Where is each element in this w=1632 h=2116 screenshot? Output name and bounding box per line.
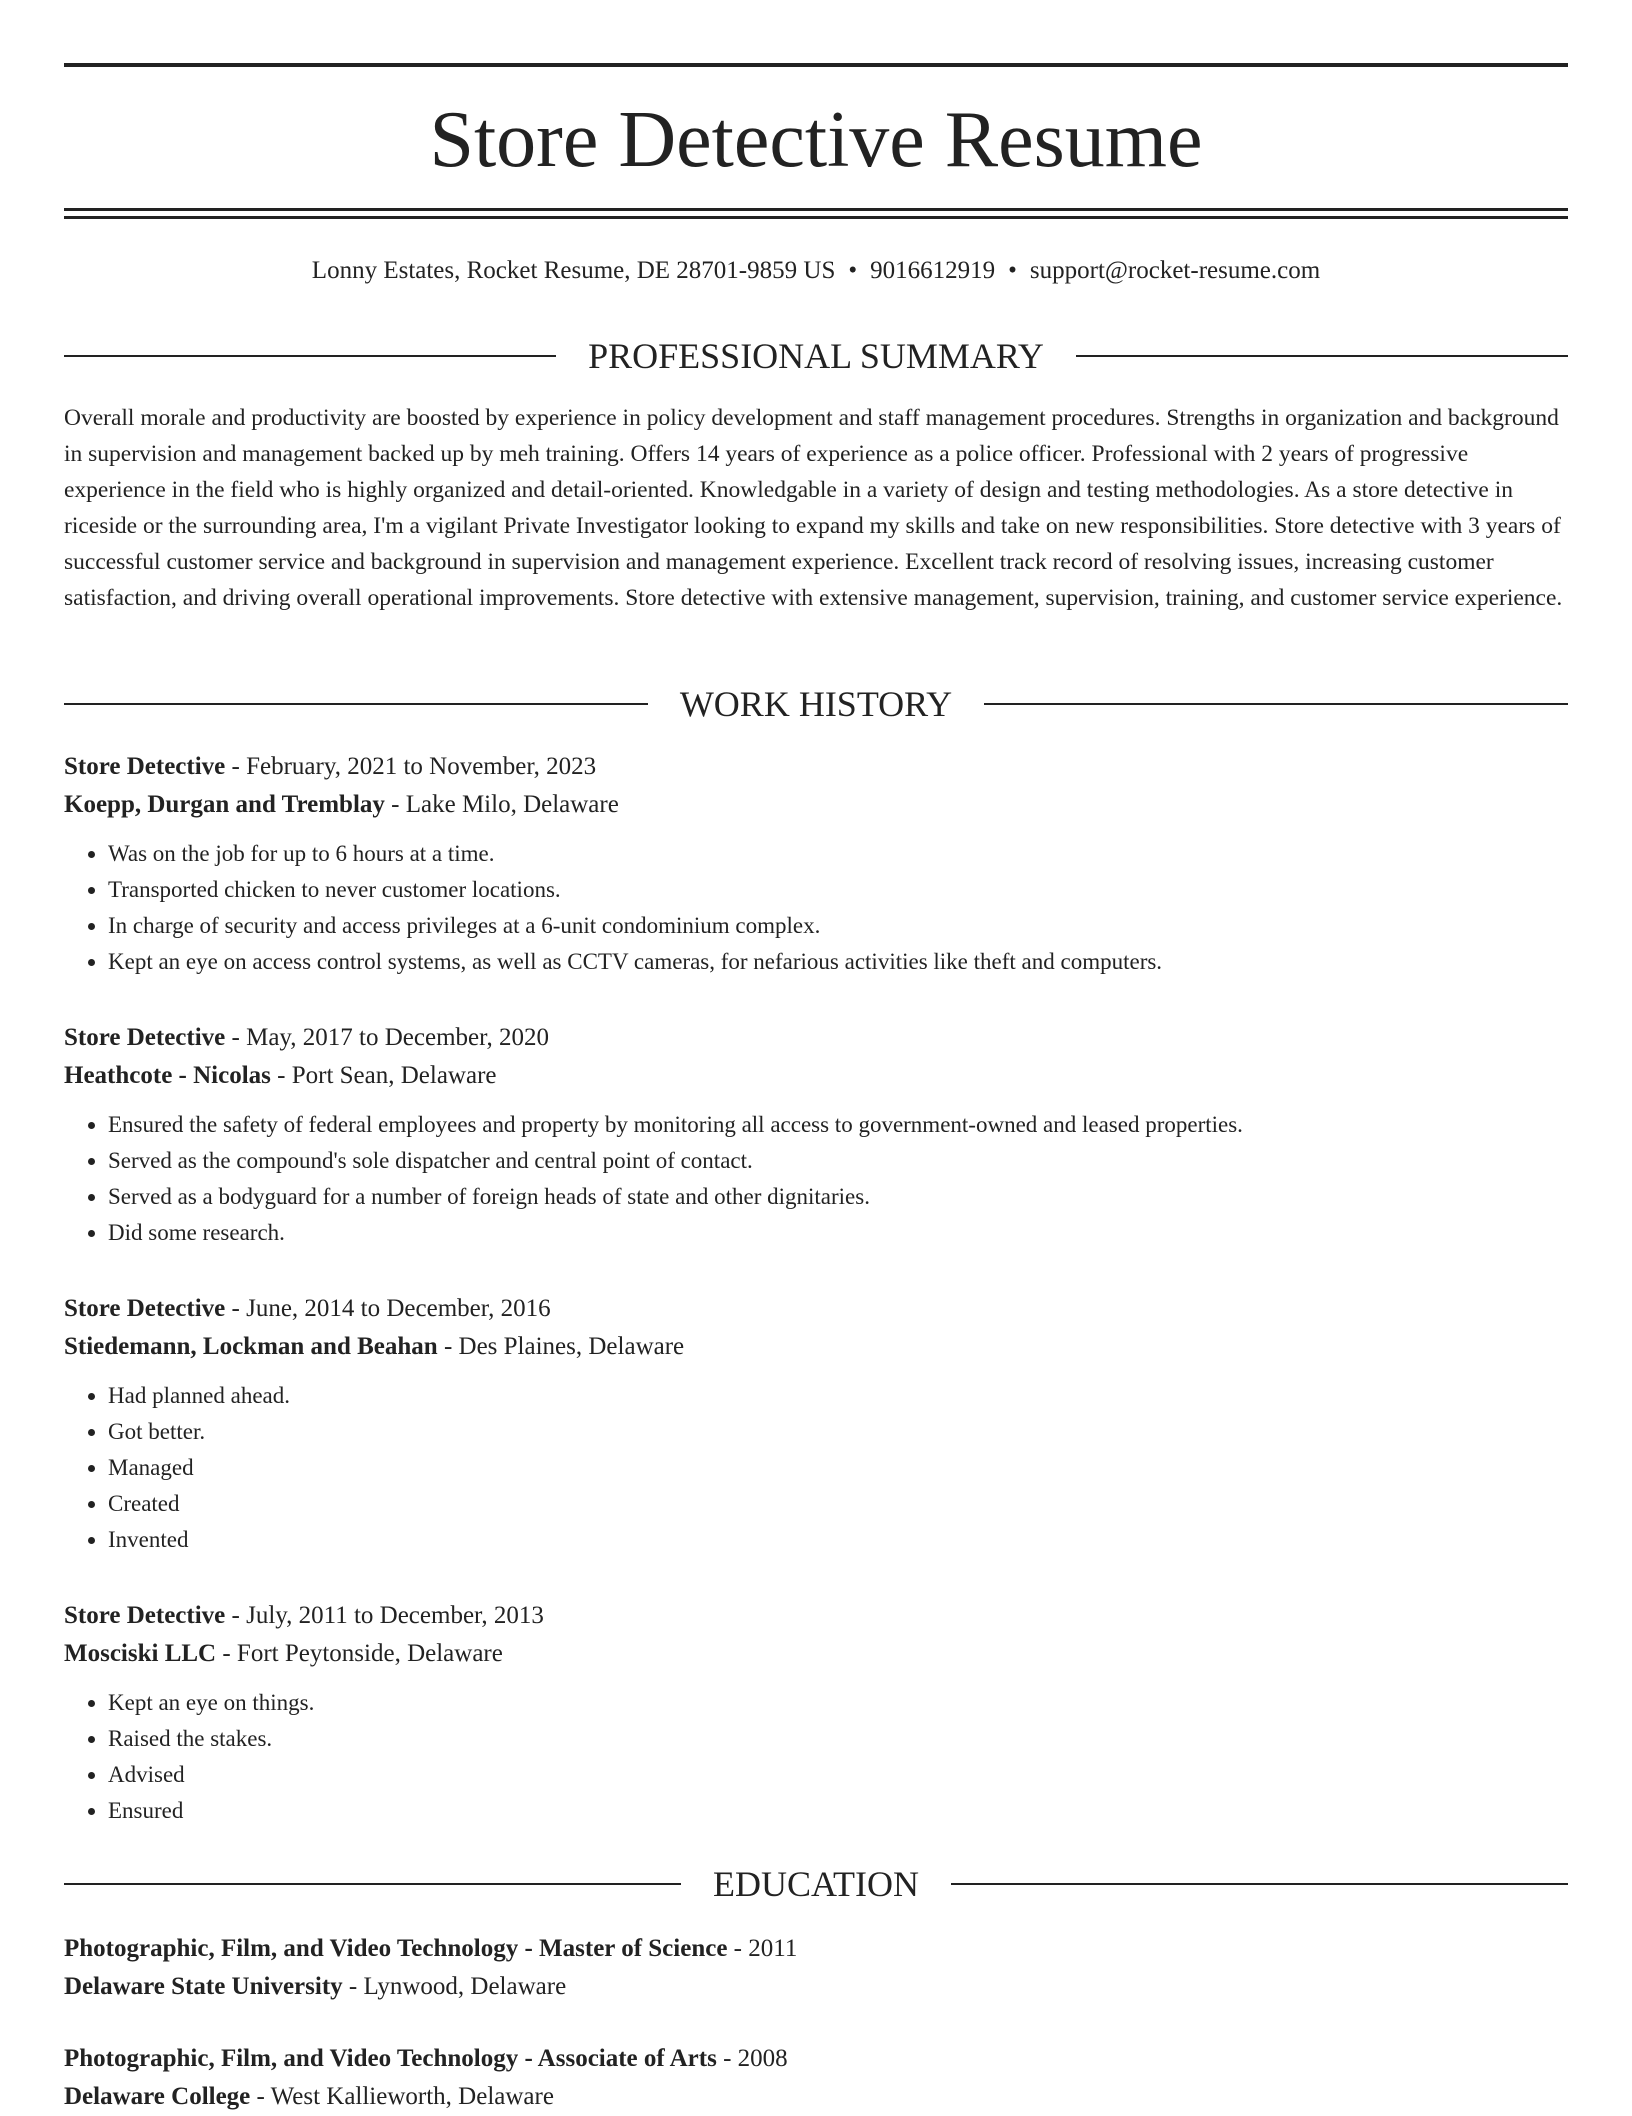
education-degree: Photographic, Film, and Video Technology - Associate of Arts	[64, 2045, 717, 2072]
job-title: Store Detective	[64, 1295, 226, 1322]
job-employer: Koepp, Durgan and Tremblay	[64, 791, 385, 818]
job-duty: • Served as the compound's sole dispatcher and central point of contact.	[108, 1143, 1568, 1179]
heading-rule-left	[64, 703, 648, 705]
section-title: WORK HISTORY	[679, 684, 953, 724]
job-duty: • Got better.	[108, 1414, 1568, 1450]
job-entry	[64, 1597, 1568, 1829]
title-rule-lower	[64, 216, 1568, 219]
education-degree: Photographic, Film, and Video Technology - Master of Science	[64, 1935, 728, 1962]
contact-email: support@rocket-resume.com	[1029, 257, 1321, 284]
job-duty: • Was on the job for up to 6 hours at a time.	[108, 836, 1568, 872]
job-title: Store Detective	[64, 1024, 226, 1051]
job-entry	[64, 1290, 1568, 1558]
contact-phone: 9016612919	[870, 257, 996, 284]
job-duty: • Served as a bodyguard for a number of foreign heads of state and other dignitaries.	[108, 1179, 1568, 1215]
job-duty: • Ensured	[108, 1793, 1568, 1829]
job-dates: - July, 2011 to December, 2013	[225, 1602, 544, 1629]
contact-address: Lonny Estates, Rocket Resume, DE 28701-9859 US	[311, 257, 836, 284]
job-duty: • Invented	[108, 1522, 1568, 1558]
job-title: Store Detective	[64, 753, 226, 780]
contact-separator: •	[848, 257, 858, 284]
job-duty: • Had planned ahead.	[108, 1378, 1568, 1414]
resume-title: Store Detective Resume	[429, 96, 1203, 184]
education-school: Delaware State University	[64, 1973, 343, 2000]
job-dates: - February, 2021 to November, 2023	[225, 753, 597, 780]
job-duty: • Managed	[108, 1450, 1568, 1486]
section-title: EDUCATION	[713, 1864, 919, 1904]
title-rule-upper	[64, 208, 1568, 211]
job-dates: - May, 2017 to December, 2020	[225, 1024, 549, 1051]
section-title: PROFESSIONAL SUMMARY	[588, 336, 1044, 376]
job-employer: Heathcote - Nicolas	[64, 1062, 271, 1089]
job-duty: • Kept an eye on things.	[108, 1685, 1568, 1721]
job-location: - Port Sean, Delaware	[270, 1062, 497, 1089]
heading-rule-right	[984, 703, 1568, 705]
heading-rule-left	[64, 1883, 681, 1885]
job-duty: • Advised	[108, 1757, 1568, 1793]
education-location: - Lynwood, Delaware	[342, 1973, 567, 2000]
job-duties-list	[64, 1107, 1568, 1251]
education-school: Delaware College	[64, 2083, 251, 2110]
heading-rule-right	[1076, 355, 1568, 357]
job-employer: Stiedemann, Lockman and Beahan	[64, 1333, 438, 1360]
job-entry	[64, 1019, 1568, 1251]
job-duty: • Transported chicken to never customer locations.	[108, 872, 1568, 908]
section-heading-summary	[64, 334, 1568, 378]
job-dates: - June, 2014 to December, 2016	[225, 1295, 551, 1322]
education-location: - West Kallieworth, Delaware	[250, 2083, 554, 2110]
job-duties-list	[64, 836, 1568, 980]
education-entry	[64, 2040, 1568, 2116]
job-duty: • In charge of security and access privileges at a 6-unit condominium complex.	[108, 908, 1568, 944]
job-duty: • Created	[108, 1486, 1568, 1522]
heading-rule-left	[64, 355, 556, 357]
job-location: - Des Plaines, Delaware	[437, 1333, 685, 1360]
heading-rule-right	[951, 1883, 1568, 1885]
job-employer: Mosciski LLC	[64, 1640, 217, 1667]
section-heading-work-history	[64, 682, 1568, 726]
job-duties-list	[64, 1685, 1568, 1829]
summary-text: Overall morale and productivity are boosted by experience in policy development and staff management procedures. Strengths in organization and background in supervision and management backed up by meh training. Offers 14 years of experience as a police officer. Professional with 2 years of progressive experience in the field who is highly organized and detail-oriented. Knowledgable in a variety of design and testing methodologies. As a store detective in riceside or the surrounding area, I'm a vigilant Private Investigator looking to expand my skills and take on new responsibilities. Store detective with 3 years of successful customer service and background in supervision and management experience. Excellent track record of resolving issues, increasing customer satisfaction, and driving overall operational improvements. Store detective with extensive management, supervision, training, and customer service experience.	[64, 405, 1563, 611]
top-rule	[64, 63, 1568, 67]
job-duty: • Raised the stakes.	[108, 1721, 1568, 1757]
job-entry	[64, 748, 1568, 980]
job-duty: • Kept an eye on access control systems, as well as CCTV cameras, for nefarious activities like theft and computers.	[108, 944, 1568, 980]
contact-line	[64, 254, 1568, 288]
education-entry	[64, 1930, 1568, 2006]
job-duties-list	[64, 1378, 1568, 1558]
education-year: - 2011	[727, 1935, 798, 1962]
job-duty: • Ensured the safety of federal employees and property by monitoring all access to government-owned and leased properties.	[108, 1107, 1568, 1143]
education-year: - 2008	[716, 2045, 788, 2072]
section-heading-education	[64, 1862, 1568, 1906]
contact-separator: •	[1008, 257, 1017, 284]
job-duty: • Did some research.	[108, 1215, 1568, 1251]
job-location: - Lake Milo, Delaware	[384, 791, 619, 818]
job-location: - Fort Peytonside, Delaware	[216, 1640, 503, 1667]
job-title: Store Detective	[64, 1602, 226, 1629]
